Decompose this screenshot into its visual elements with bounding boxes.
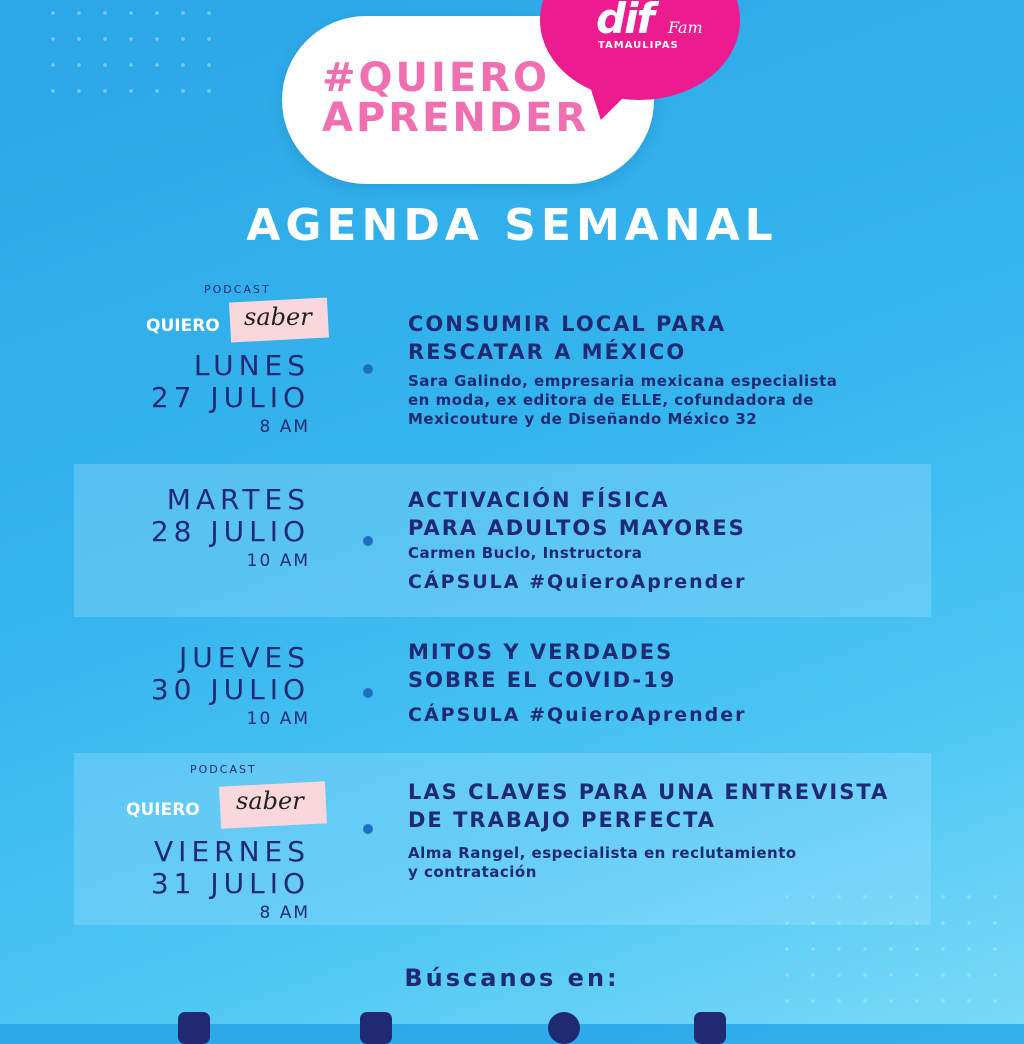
podcast-quiero: QUIERO xyxy=(146,316,220,336)
event-title: MITOS Y VERDADES SOBRE EL COVID-19 xyxy=(408,640,677,692)
dif-logo: dif xyxy=(596,0,653,43)
event-day: MARTES xyxy=(166,483,310,516)
event-day: LUNES xyxy=(193,349,310,382)
podcast-saber: saber xyxy=(236,787,304,815)
event-title: CONSUMIR LOCAL PARA RESCATAR A MÉXICO xyxy=(408,312,727,364)
event-time: 8 AM xyxy=(259,417,310,437)
event-date-text: 30 JULIO xyxy=(150,673,310,706)
dif-logo-state: TAMAULIPAS xyxy=(598,40,679,51)
event-topic xyxy=(408,310,837,429)
event-date xyxy=(151,484,310,572)
instagram-icon[interactable] xyxy=(360,1012,392,1044)
facebook-icon[interactable] xyxy=(178,1012,210,1044)
dif-logo-fam: Fam xyxy=(668,18,703,37)
event-capsula: CÁPSULA #QuieroAprender xyxy=(408,571,747,593)
event-title: LAS CLAVES PARA UNA ENTREVISTA DE TRABAJO PERFECTA xyxy=(408,780,890,832)
event-time: 8 AM xyxy=(259,903,310,923)
hashtag-title: #QUIERO APRENDER xyxy=(322,55,590,141)
podcast-label: PODCAST xyxy=(204,283,271,296)
event-date xyxy=(151,642,310,730)
event-title: ACTIVACIÓN FÍSICA PARA ADULTOS MAYORES xyxy=(408,488,746,540)
find-us-label: Búscanos en: xyxy=(404,964,620,992)
event-day: VIERNES xyxy=(154,835,310,868)
agenda-title: AGENDA SEMANAL xyxy=(246,200,778,251)
event-time: 10 AM xyxy=(246,551,310,571)
event-date-text: 27 JULIO xyxy=(150,381,310,414)
bullet-dot xyxy=(363,688,373,698)
event-description: Carmen Buclo, Instructora xyxy=(408,544,643,562)
event-description: Alma Rangel, especialista en reclutamiento y contratación xyxy=(408,844,797,881)
event-topic xyxy=(408,638,746,726)
podcast-saber: saber xyxy=(244,303,312,331)
bullet-dot xyxy=(363,364,373,374)
event-capsula: CÁPSULA #QuieroAprender xyxy=(408,704,747,726)
event-description: Sara Galindo, empresaria mexicana especialista en moda, ex editora de ELLE, cofundadora de Mexicouture y de Diseñando México 32 xyxy=(408,372,838,428)
event-date xyxy=(151,836,310,924)
event-topic xyxy=(408,778,889,882)
decorative-dots xyxy=(40,0,230,110)
event-date-text: 31 JULIO xyxy=(150,867,310,900)
event-time: 10 AM xyxy=(246,709,310,729)
podcast-label: PODCAST xyxy=(190,763,257,776)
logo-speech-bubble-tail xyxy=(583,84,637,120)
podcast-quiero: QUIERO xyxy=(126,800,200,820)
event-day: JUEVES xyxy=(178,641,310,674)
event-topic xyxy=(408,486,746,593)
bullet-dot xyxy=(363,536,373,546)
event-date-text: 28 JULIO xyxy=(150,515,310,548)
instagram-icon[interactable] xyxy=(694,1012,726,1044)
bullet-dot xyxy=(363,824,373,834)
twitter-icon[interactable] xyxy=(548,1012,580,1044)
event-date xyxy=(151,350,310,438)
